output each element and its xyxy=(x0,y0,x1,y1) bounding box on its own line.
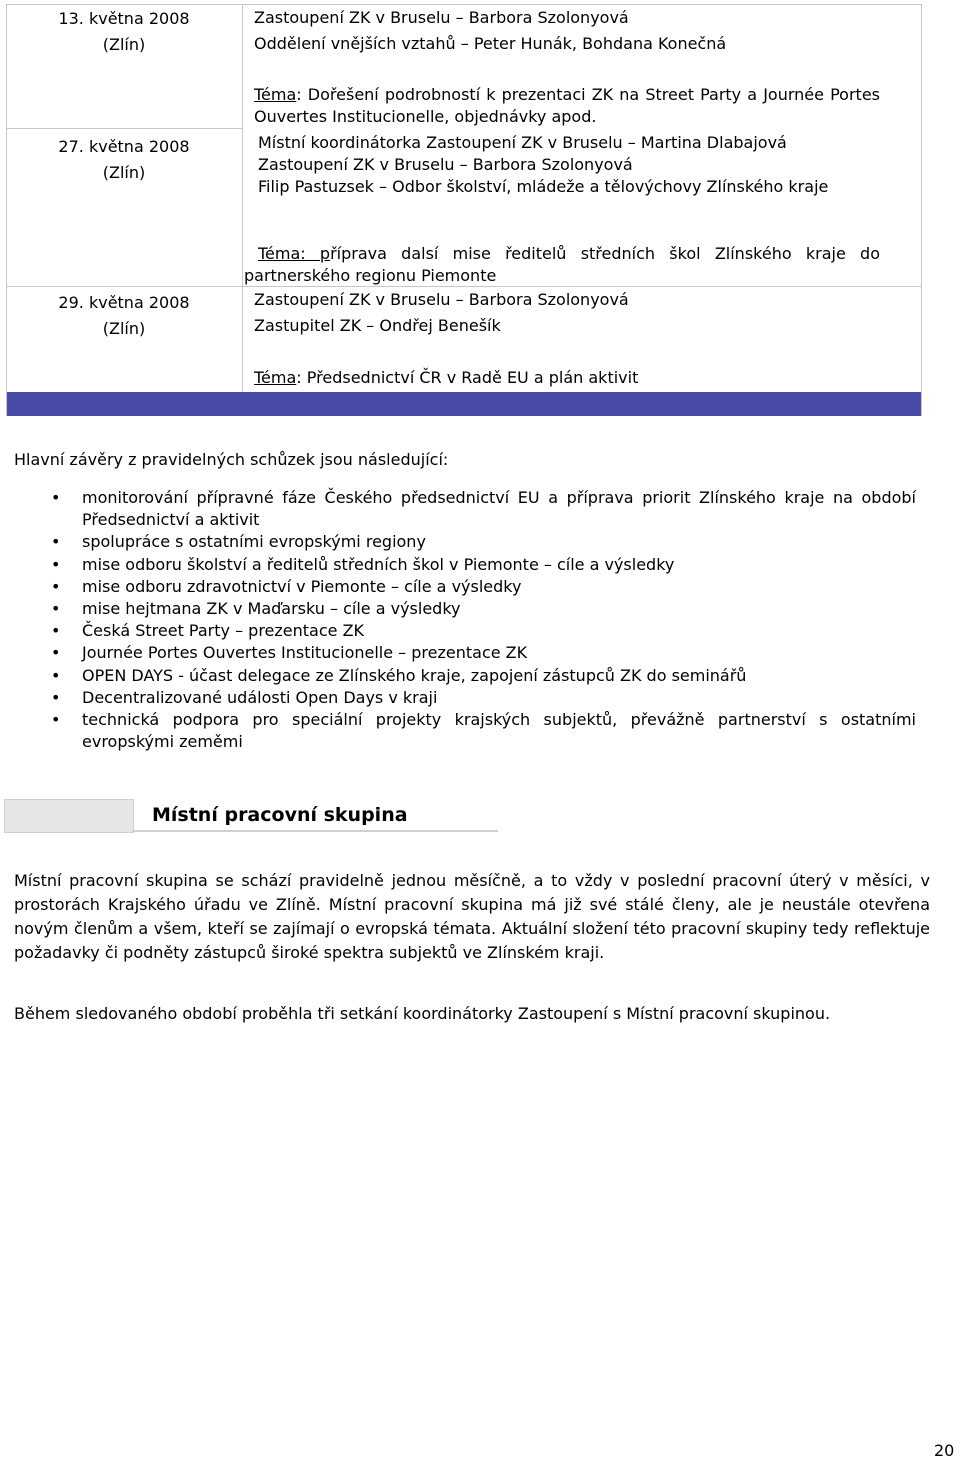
table-border-left xyxy=(6,4,7,416)
page-number: 20 xyxy=(934,1441,955,1460)
list-item: • mise odboru zdravotnictví v Piemonte – cíle a výsledky xyxy=(14,576,916,598)
table-row-divider-1 xyxy=(6,128,243,129)
paragraph-1: Místní pracovní skupina se schází pravidelně jednou měsíčně, a to vždy v poslední pracovní úterý v měsíci, v prostorách Krajského úřadu ve Zlíně. Místní pracovní skupina má již své stálé členy, ale je neustále otevřena novým členům a všem, kteří se zajímají o evropská témata. Aktuální složení této pracovní skupiny tedy reflektuje požadavky či podněty zástupců široké spektra subjektů ve Zlínském kraji. xyxy=(14,871,930,962)
meeting-participants-3: Zastoupení ZK v Bruselu – Barbora Szolonyová Zastupitel ZK – Ondřej Benešík xyxy=(254,290,629,335)
list-item: • Decentralizované události Open Days v kraji xyxy=(14,687,916,709)
section-title: Místní pracovní skupina xyxy=(152,804,408,826)
list-item: • OPEN DAYS - účast delegace ze Zlínského kraje, zapojení zástupců ZK do seminářů xyxy=(14,665,916,687)
list-item: • technická podpora pro speciální projekty krajských subjektů, převážně partnerství s ostatními evropskými zeměmi xyxy=(14,709,916,753)
list-item: • spolupráce s ostatními evropskými regiony xyxy=(14,531,916,553)
meeting-date-2: 27. května 2008 (Zlín) xyxy=(58,137,190,182)
meeting-date-1: 13. května 2008 (Zlín) xyxy=(58,9,190,54)
list-item: • monitorování přípravné fáze Českého předsednictví EU a příprava priorit Zlínského kraje na období Předsednictví a aktivit xyxy=(14,487,916,531)
meeting-participant-2-3: Filip Pastuzsek – Odbor školství, mládeže a tělovýchovy Zlínského kraje xyxy=(258,177,829,196)
list-item: • Journée Portes Ouvertes Institucionelle – prezentace ZK xyxy=(14,642,916,664)
section-heading-underline xyxy=(132,830,498,832)
list-item: • mise hejtmana ZK v Maďarsku – cíle a výsledky xyxy=(14,598,916,620)
table-border-right xyxy=(921,4,922,416)
list-item: • Česká Street Party – prezentace ZK xyxy=(14,620,916,642)
meeting-topic-3: Téma: Předsednictví ČR v Radě EU a plán aktivit xyxy=(254,368,639,387)
section-heading-box xyxy=(4,799,134,833)
conclusions-intro: Hlavní závěry z pravidelných schůzek jsou následující: xyxy=(14,450,449,469)
table-footer-bar xyxy=(7,392,921,416)
list-item: • mise odboru školství a ředitelů středních škol v Piemonte – cíle a výsledky xyxy=(14,554,916,576)
meeting-topic-2: Téma: příprava dalsí mise ředitelů středních škol Zlínského kraje do partnerského regionu Piemonte xyxy=(244,244,881,285)
meeting-topic-1: Téma: Dořešení podrobností k prezentaci ZK na Street Party a Journée Portes Ouvertes Institucionelle, objednávky apod. xyxy=(254,85,880,126)
meeting-date-3: 29. května 2008 (Zlín) xyxy=(58,293,190,338)
conclusions-list xyxy=(14,487,916,753)
meeting-participants-1: Zastoupení ZK v Bruselu – Barbora Szolonyová Oddělení vnějších vztahů – Peter Hunák, Bohdana Konečná xyxy=(254,8,727,53)
table-column-divider xyxy=(242,4,243,392)
meeting-participants-2: Místní koordinátorka Zastoupení ZK v Bruselu – Martina Dlabajová Zastoupení ZK v Bruselu – Barbora Szolonyová xyxy=(258,133,787,174)
meetings-table xyxy=(6,4,920,416)
paragraph-2: Během sledovaného období proběhla tři setkání koordinátorky Zastoupení s Místní pracovní skupinou. xyxy=(14,1004,831,1023)
